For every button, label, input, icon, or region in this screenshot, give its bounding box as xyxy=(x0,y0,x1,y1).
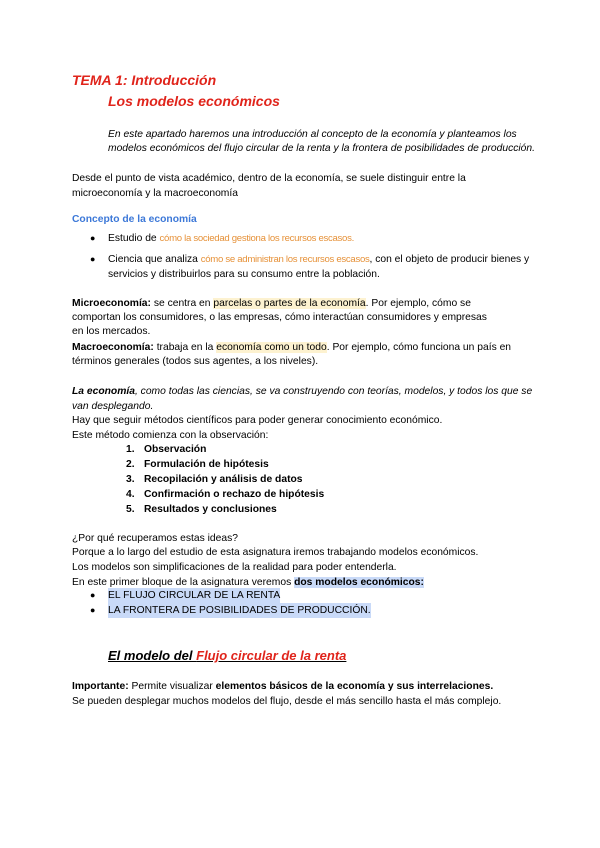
highlight-economia-todo: economía como un todo xyxy=(216,342,327,353)
section-heading-concepto: Concepto de la economía xyxy=(72,214,197,225)
step-label: Observación xyxy=(144,444,207,455)
step-number: 3. xyxy=(126,474,135,485)
intro-line-1: En este apartado haremos una introducción al concepto de la economía y planteamos los xyxy=(108,129,517,140)
paragraph-1-line-1: Desde el punto de vista académico, dentro de la economía, se suele distinguir entre la xyxy=(72,173,466,184)
why-line-2: Porque a lo largo del estudio de esta asignatura iremos trabajando modelos económicos. xyxy=(72,547,479,558)
importante-line-2: Se pueden desplegar muchos modelos del flujo, desde el más sencillo hasta el más complejo. xyxy=(72,696,502,707)
importante-line-1: Importante: Permite visualizar elementos básicos de la economía y sus interrelaciones. xyxy=(72,681,494,692)
bullet-icon: ● xyxy=(90,605,96,615)
step-number: 5. xyxy=(126,504,135,515)
step-number: 2. xyxy=(126,459,135,470)
why-line-4: En este primer bloque de la asignatura veremos dos modelos económicos: xyxy=(72,577,424,588)
concepto-bullet-2-line-2: servicios y distribuirlos para su consumo entre la población. xyxy=(108,269,380,280)
page-title: TEMA 1: Introducción xyxy=(72,72,217,88)
highlight-recursos-escasos: cómo la sociedad gestiona los recursos escasos. xyxy=(159,233,354,244)
micro-line-2: comportan los consumidores, o las empresas, cómo interactúan consumidores y empresas xyxy=(72,312,487,323)
economia-line-2: van desplegando. xyxy=(72,401,154,412)
step-label: Formulación de hipótesis xyxy=(144,459,269,470)
highlight-parcelas: parcelas o partes de la economía xyxy=(213,298,366,309)
section-heading-flujo: El modelo del Flujo circular de la renta xyxy=(108,648,347,663)
highlight-administran: cómo se administran los recursos escasos xyxy=(200,254,370,265)
step-number: 1. xyxy=(126,444,135,455)
economia-line-3: Hay que seguir métodos científicos para poder generar conocimiento económico. xyxy=(72,415,443,426)
why-line-3: Los modelos son simplificaciones de la realidad para poder entenderla. xyxy=(72,562,397,573)
concepto-bullet-2: Ciencia que analiza cómo se administran los recursos escasos, con el objeto de producir bienes y xyxy=(108,254,530,265)
bullet-icon: ● xyxy=(90,254,96,264)
paragraph-1-line-2: microeconomía y la macroeconomía xyxy=(72,188,238,199)
step-number: 4. xyxy=(126,489,135,500)
step-label: Confirmación o rechazo de hipótesis xyxy=(144,489,325,500)
intro-line-2: modelos económicos del flujo circular de la renta y la frontera de posibilidades de producción. xyxy=(108,143,535,154)
bullet-icon: ● xyxy=(90,233,96,243)
micro-line-1: Microeconomía: se centra en parcelas o partes de la economía. Por ejemplo, cómo se xyxy=(72,298,471,309)
economia-line-1: La economía, como todas las ciencias, se va construyendo con teorías, modelos, y todos los que se xyxy=(72,386,533,397)
bullet-icon: ● xyxy=(90,590,96,600)
macro-line-1: Macroeconomía: trabaja en la economía como un todo. Por ejemplo, cómo funciona un país en xyxy=(72,342,512,353)
step-label: Resultados y conclusiones xyxy=(144,504,277,515)
economia-line-4: Este método comienza con la observación: xyxy=(72,430,269,441)
page-subtitle: Los modelos económicos xyxy=(108,93,280,109)
model-bullet-1: EL FLUJO CIRCULAR DE LA RENTA xyxy=(108,590,281,601)
macro-line-2: términos generales (todos sus agentes, a los niveles). xyxy=(72,356,319,367)
concepto-bullet-1: Estudio de cómo la sociedad gestiona los recursos escasos. xyxy=(108,233,354,244)
model-bullet-2: LA FRONTERA DE POSIBILIDADES DE PRODUCCIÓN. xyxy=(108,605,371,616)
micro-line-3: en los mercados. xyxy=(72,326,151,337)
step-label: Recopilación y análisis de datos xyxy=(144,474,303,485)
why-line-1: ¿Por qué recuperamos estas ideas? xyxy=(72,533,238,544)
